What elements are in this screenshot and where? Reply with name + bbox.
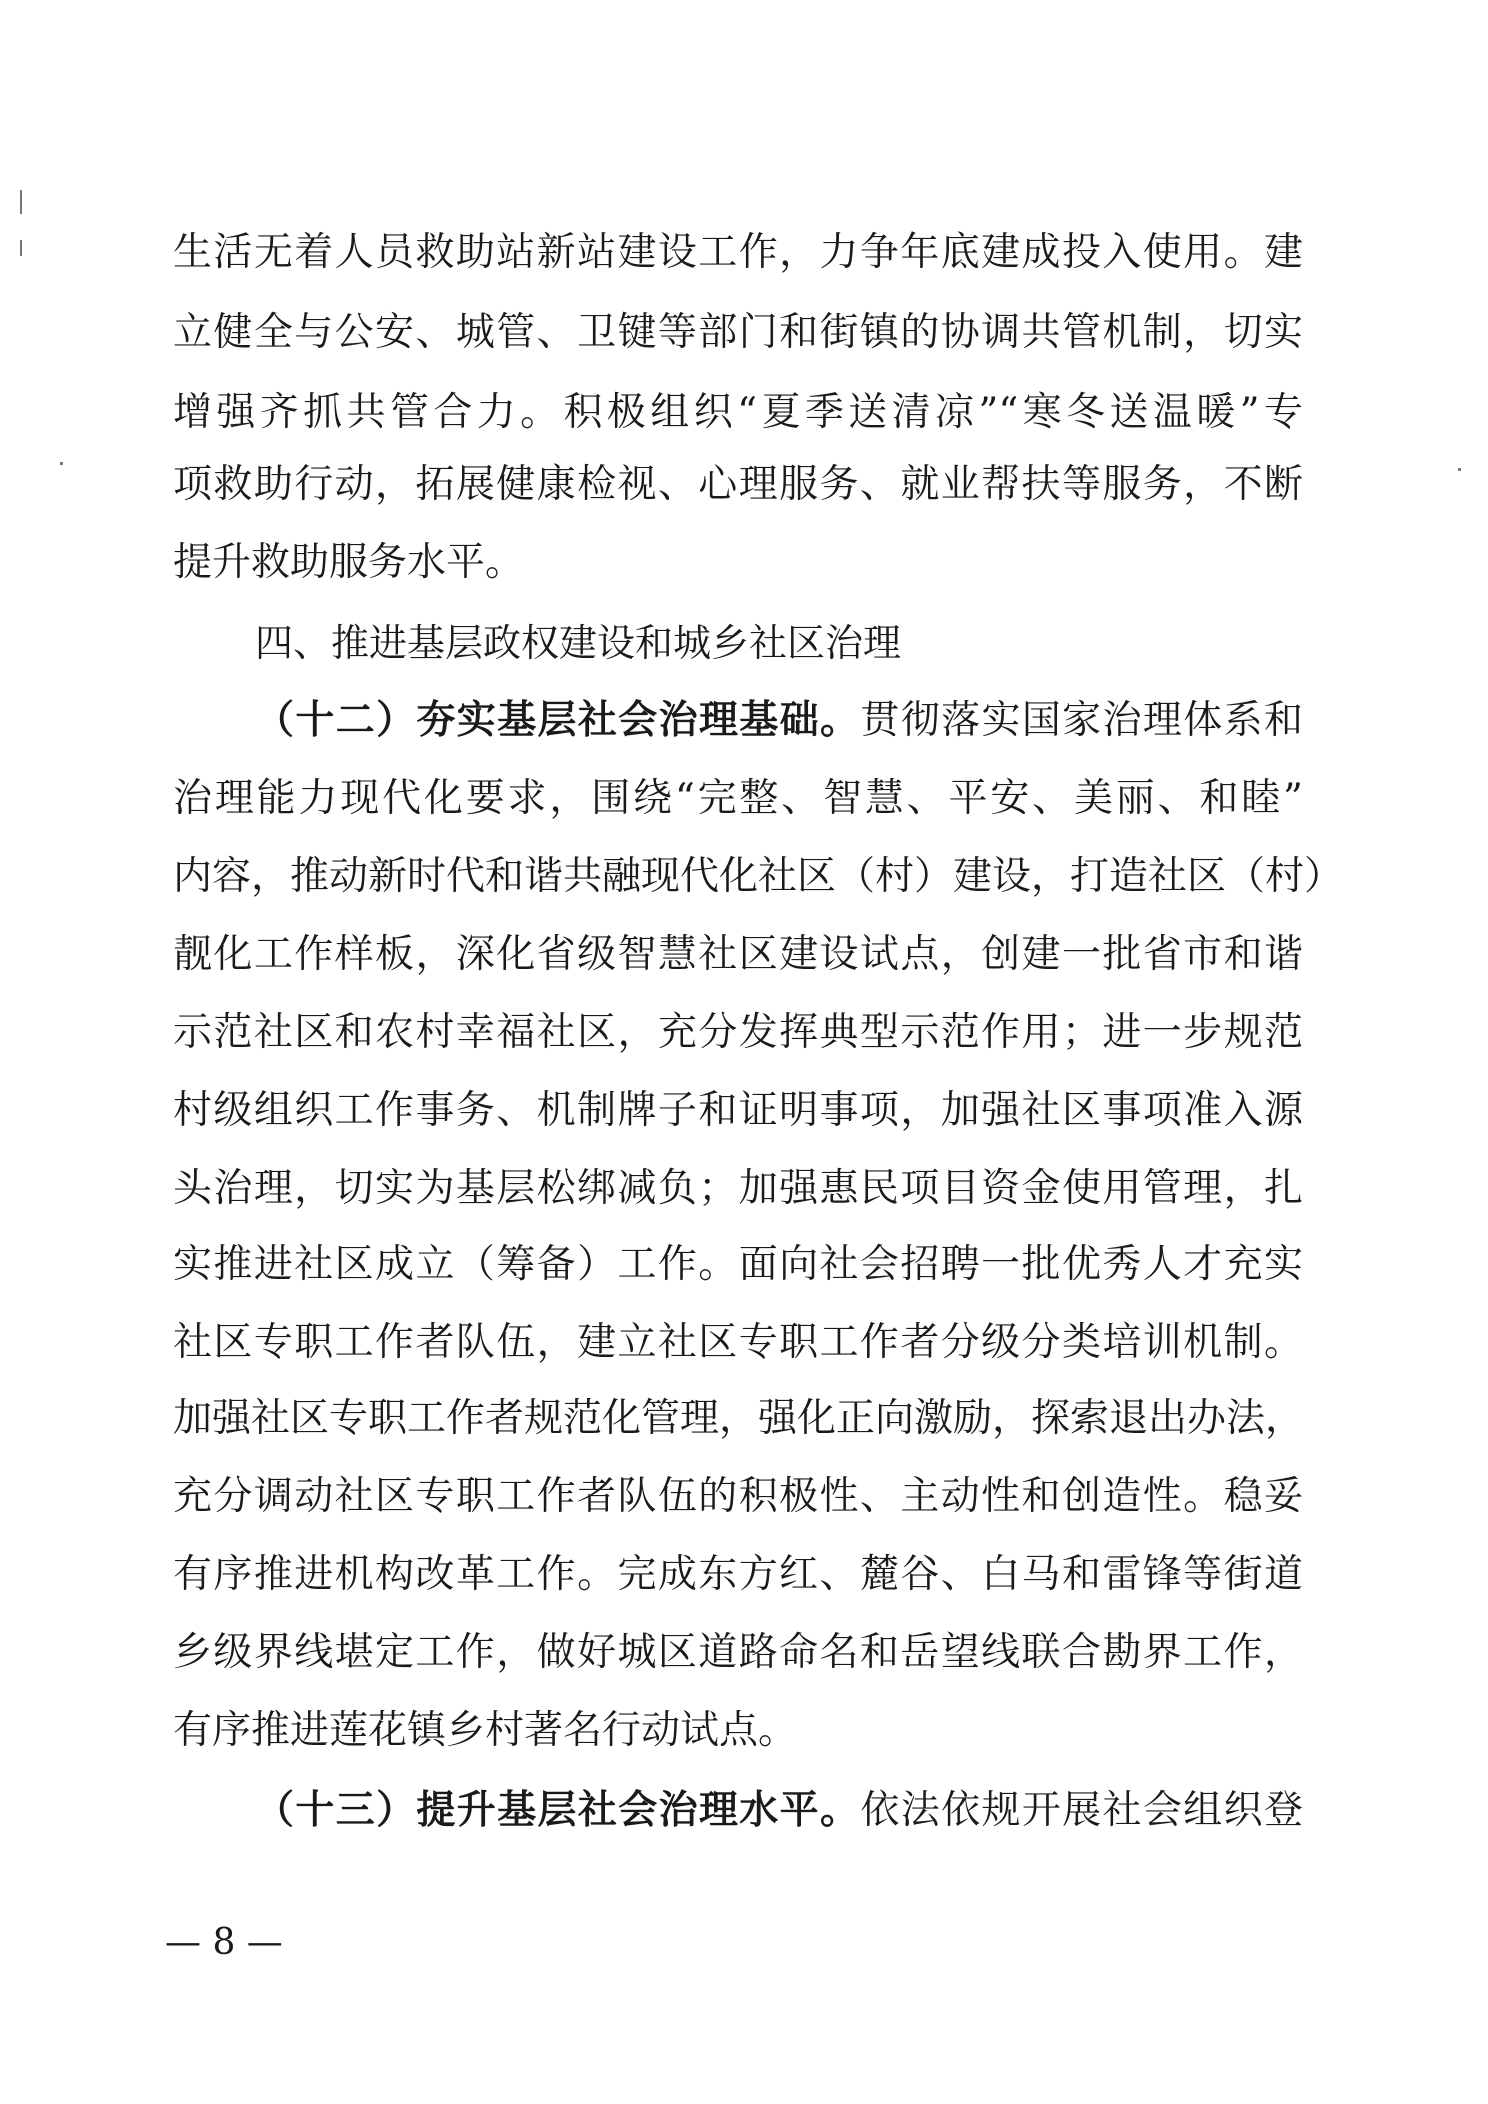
body-text-line: 项救助行动，拓展健康检视、心理服务、就业帮扶等服务，不断 bbox=[173, 462, 1303, 507]
body-text-line: 生活无着人员救助站新站建设工作，力争年底建成投入使用。建 bbox=[173, 230, 1303, 275]
scan-mark bbox=[60, 462, 63, 465]
body-text-line: 有序推进莲花镇乡村著名行动试点。 bbox=[173, 1708, 798, 1753]
paragraph-title: （十二）夯实基层社会治理基础。 bbox=[255, 698, 861, 743]
body-text-line: 实推进社区成立（筹备）工作。面向社会招聘一批优秀人才充实 bbox=[173, 1242, 1303, 1287]
body-text-line: 有序推进机构改革工作。完成东方红、麓谷、白马和雷锋等街道 bbox=[173, 1552, 1303, 1597]
paragraph-text: 贯彻落实国家治理体系和 bbox=[860, 698, 1303, 743]
body-text-line: 靓化工作样板，深化省级智慧社区建设试点，创建一批省市和谐 bbox=[173, 932, 1303, 977]
body-text-line: 内容，推动新时代和谐共融现代化社区（村）建设，打造社区（村） bbox=[173, 854, 1344, 899]
section-heading: 四、推进基层政权建设和城乡社区治理 bbox=[255, 621, 902, 665]
body-text-line: 社区专职工作者队伍，建立社区专职工作者分级分类培训机制。 bbox=[173, 1320, 1303, 1365]
body-text-line: 增强齐抓共管合力。积极组织“夏季送清凉”“寒冬送温暖”专 bbox=[173, 390, 1303, 435]
paragraph-title: （十三）提升基层社会治理水平。 bbox=[255, 1788, 861, 1833]
body-text-line: 村级组织工作事务、机制牌子和证明事项，加强社区事项准入源 bbox=[173, 1088, 1303, 1133]
scan-mark bbox=[20, 240, 22, 256]
paragraph-first-line bbox=[255, 1786, 1303, 1836]
scan-mark bbox=[20, 190, 22, 214]
body-text-line: 头治理，切实为基层松绑减负；加强惠民项目资金使用管理，扎 bbox=[173, 1166, 1303, 1211]
body-text-line: 立健全与公安、城管、卫键等部门和街镇的协调共管机制，切实 bbox=[173, 310, 1303, 355]
body-text-line: 充分调动社区专职工作者队伍的积极性、主动性和创造性。稳妥 bbox=[173, 1474, 1303, 1519]
body-text-line: 治理能力现代化要求，围绕“完整、智慧、平安、美丽、和睦” bbox=[173, 776, 1303, 821]
body-text-line: 示范社区和农村幸福社区，充分发挥典型示范作用；进一步规范 bbox=[173, 1010, 1303, 1055]
paragraph-first-line bbox=[255, 696, 1303, 746]
body-text-line: 加强社区专职工作者规范化管理，强化正向激励，探索退出办法， bbox=[173, 1396, 1305, 1441]
page-number: — 8 — bbox=[165, 1922, 283, 1963]
scan-mark bbox=[1458, 468, 1461, 471]
body-text-line: 乡级界线堪定工作，做好城区道路命名和岳望线联合勘界工作， bbox=[173, 1630, 1303, 1675]
body-text-line: 提升救助服务水平。 bbox=[173, 540, 525, 585]
paragraph-text: 依法依规开展社会组织登 bbox=[860, 1788, 1303, 1833]
